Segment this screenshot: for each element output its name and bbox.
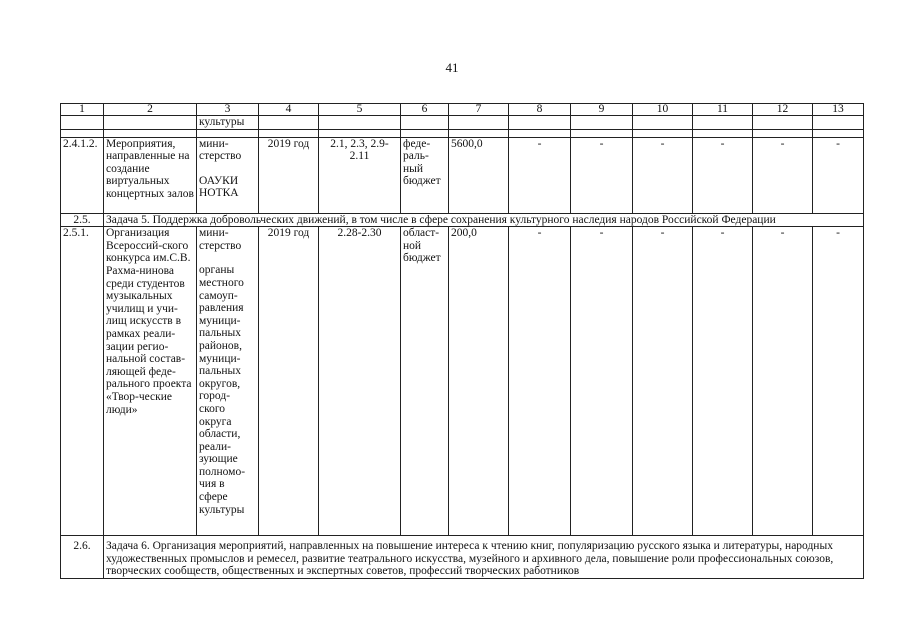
column-header: 8 (509, 104, 571, 116)
table-row-2-4-1-2 (61, 137, 864, 213)
table-row-2-5-1 (61, 227, 864, 536)
task-title: Задача 5. Поддержка добровольческих движений, в том числе в сфере сохранения культурного наследия народов Российской Федерации (104, 213, 864, 227)
value-cell: - (633, 137, 693, 213)
row-code: 2.4.1.2. (61, 137, 104, 213)
executor-primary: мини-стерство (199, 227, 242, 252)
executor-secondary: ОАУКИ НОТКА (199, 174, 239, 200)
value-cell: - (509, 137, 571, 213)
task-row-2-6 (61, 536, 864, 579)
task-title: Задача 6. Организация мероприятий, направленных на повышение интереса к чтению книг, популяризацию русского языка и литературы, народных художественных промыслов и ремесел, развитие театрального искусства, музейного и архивного дела, повышение роли профессиональных союзов, творческих сообществ, общественных и экспертных советов, профессий творческих работников (104, 536, 864, 579)
indicators-cell: 2.1, 2.3, 2.9-2.11 (319, 137, 401, 213)
continuation-row (61, 116, 864, 130)
year-cell: 2019 год (259, 227, 319, 536)
value-cell: - (571, 137, 633, 213)
funding-source: област-ной бюджет (401, 227, 449, 536)
executor-cell: культуры (197, 116, 259, 130)
page-number: 41 (445, 60, 459, 75)
value-cell: - (753, 227, 813, 536)
value-cell: - (509, 227, 571, 536)
row-code: 2.5.1. (61, 227, 104, 536)
column-header: 12 (753, 104, 813, 116)
task-row-2-5 (61, 213, 864, 227)
column-header: 10 (633, 104, 693, 116)
header-row (61, 104, 864, 116)
column-header: 4 (259, 104, 319, 116)
value-cell: - (571, 227, 633, 536)
row-code: 2.5. (61, 213, 104, 227)
executor-primary: мини-стерство (199, 137, 242, 163)
executor-secondary: органы местного самоуп-равления муници-пальных районов, муници-пальных округов, город-ского округа области, реали-зующие полномо-чия в сфере культуры (199, 264, 246, 516)
amount-cell: 5600,0 (449, 137, 509, 213)
column-header: 6 (401, 104, 449, 116)
value-cell: - (693, 227, 753, 536)
column-header: 5 (319, 104, 401, 116)
indicators-cell: 2.28-2.30 (319, 227, 401, 536)
value-cell: - (753, 137, 813, 213)
column-header: 2 (104, 104, 197, 116)
column-header: 7 (449, 104, 509, 116)
year-cell: 2019 год (259, 137, 319, 213)
executor-cell (197, 137, 259, 213)
activity-name: Мероприятия, направленные на создание виртуальных концертных залов (104, 137, 197, 213)
column-header: 1 (61, 104, 104, 116)
column-header: 9 (571, 104, 633, 116)
column-header: 11 (693, 104, 753, 116)
value-cell: - (633, 227, 693, 536)
column-header: 3 (197, 104, 259, 116)
activity-name: Организация Всероссий-ского конкурса им.С.В. Рахма-нинова среди студентов музыкальных училищ и учи-лищ искусств в рамках реали-зации регио-нальной состав-ляющей феде-рального проекта «Твор-ческие люди» (104, 227, 197, 536)
value-cell: - (693, 137, 753, 213)
amount-cell: 200,0 (449, 227, 509, 536)
row-code: 2.6. (61, 536, 104, 579)
executor-cell (197, 227, 259, 536)
spacer-row (61, 129, 864, 137)
program-table (60, 103, 864, 579)
funding-source: феде-раль-ный бюджет (401, 137, 449, 213)
column-header: 13 (813, 104, 864, 116)
value-cell: - (813, 227, 864, 536)
value-cell: - (813, 137, 864, 213)
